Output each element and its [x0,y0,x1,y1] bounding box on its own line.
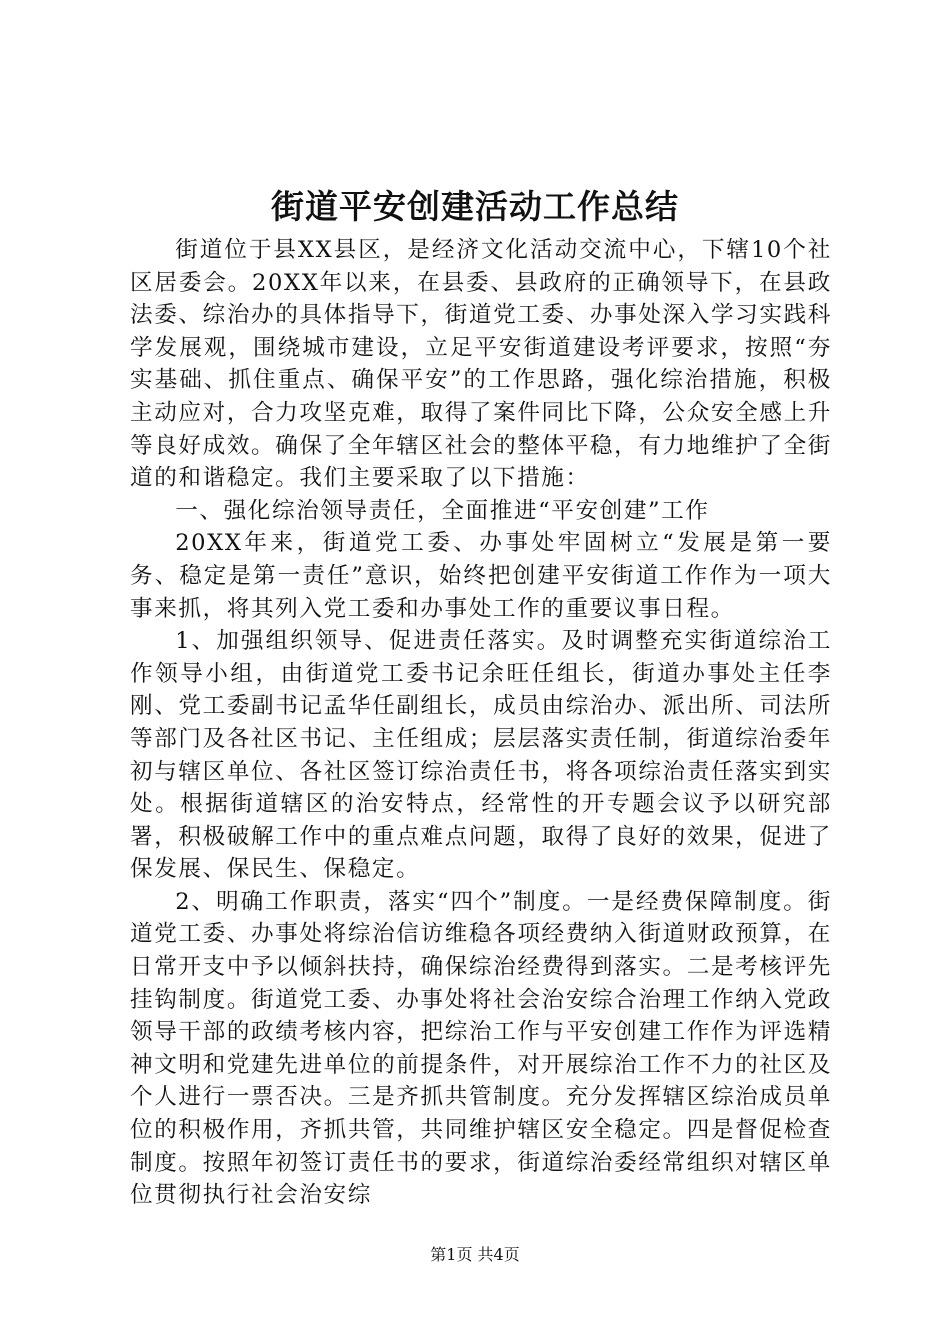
paragraph-section-intro: 20XX年来，街道党工委、办事处牢固树立“发展是第一要务、稳定是第一责任”意识，始终把创建平安街道工作作为一项大事来抓，将其列入党工委和办事处工作的重要议事日程。 [130,530,832,622]
document-body [130,234,832,1212]
paragraph-intro: 街道位于县XX县区，是经济文化活动交流中心，下辖10个社区居委会。20XX年以来，在县委、县政府的正确领导下，在县政法委、综治办的具体指导下，街道党工委、办事处深入学习实践科学发展观，围绕城市建设，立足平安街道建设考评要求，按照“夯实基础、抓住重点、确保平安”的工作思路，强化综治措施，积极主动应对，合力攻坚克难，取得了案件同比下降，公众安全感上升等良好成效。确保了全年辖区社会的整体平稳，有力地维护了全街道的和谐稳定。我们主要采取了以下措施： [130,237,832,492]
page-number-footer: 第1页 共4页 [430,1245,520,1264]
section-heading: 一、强化综治领导责任，全面推进“平安创建”工作 [175,497,710,524]
document-title: 街道平安创建活动工作总结 [271,187,679,226]
paragraph-item-1: 1、加强组织领导、促进责任落实。及时调整充实街道综治工作领导小组，由街道党工委书记余旺任组长，街道办事处主任李刚、党工委副书记孟华任副组长，成员由综治办、派出所、司法所等部门及各社区书记、主任组成；层层落实责任制，街道综治委年初与辖区单位、各社区签订综治责任书，将各项综治责任落实到实处。根据街道辖区的治安特点，经常性的开专题会议予以研究部署，积极破解工作中的重点难点问题，取得了良好的效果，促进了保发展、保民生、保稳定。 [130,628,832,883]
paragraph-item-2: 2、明确工作职责，落实“四个”制度。一是经费保障制度。街道党工委、办事处将综治信访维稳各项经费纳入街道财政预算，在日常开支中予以倾斜扶持，确保综治经费得到落实。二是考核评先挂钩制度。街道党工委、办事处将社会治安综合治理工作纳入党政领导干部的政绩考核内容，把综治工作与平安创建工作作为评选精神文明和党建先进单位的前提条件，对开展综治工作不力的社区及个人进行一票否决。三是齐抓共管制度。充分发挥辖区综治成员单位的积极作用，齐抓共管，共同维护辖区安全稳定。四是督促检查制度。按照年初签订责任书的要求，街道综治委经常组织对辖区单位贯彻执行社会治安综 [130,888,832,1209]
